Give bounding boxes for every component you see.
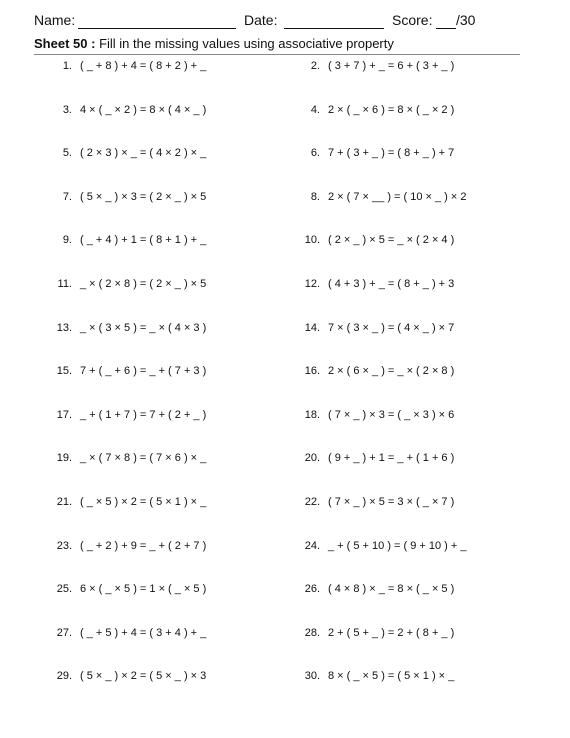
problem-number: 4.	[310, 103, 320, 116]
problem-expression[interactable]: ( 3 + 7 ) + _ = 6 + ( 3 + _ )	[328, 60, 455, 72]
problem-expression[interactable]: ( 2 × 3 ) × _ = ( 4 × 2 ) × _	[80, 147, 207, 160]
problem-number: 17.	[56, 408, 72, 421]
problem-item	[52, 538, 206, 554]
problem-expression[interactable]: _ + ( 5 + 10 ) = ( 9 + 10 ) + _	[328, 539, 467, 552]
problem-item	[300, 625, 454, 641]
problem-item	[300, 145, 454, 161]
sheet-number: Sheet 50	[34, 36, 88, 51]
problem-expression[interactable]: ( 4 × 8 ) × _ = 8 × ( _ × 5 )	[328, 583, 455, 596]
problem-expression[interactable]: 7 × ( 3 × _ ) = ( 4 × _ ) × 7	[328, 321, 455, 334]
name-field[interactable]	[78, 28, 236, 29]
problem-expression[interactable]: ( _ + 2 ) + 9 = _ + ( 2 + 7 )	[80, 539, 207, 552]
problem-number: 18.	[304, 408, 320, 421]
score-total: /30	[456, 12, 476, 28]
problem-number: 15.	[56, 365, 72, 378]
problem-item	[300, 276, 454, 292]
problem-item	[52, 668, 206, 684]
problem-expression[interactable]: 7 + ( _ + 6 ) = _ + ( 7 + 3 )	[80, 365, 207, 378]
problem-number: 14.	[304, 321, 320, 334]
problem-item	[300, 450, 454, 466]
sheet-separator: :	[91, 36, 96, 51]
problem-item	[52, 407, 206, 423]
problem-item	[52, 625, 206, 641]
instruction-text: Fill in the missing values using associative property	[99, 36, 394, 51]
problem-item	[52, 494, 206, 510]
problem-number: 10.	[304, 234, 320, 247]
score-field[interactable]	[436, 28, 456, 29]
problem-number: 27.	[56, 626, 72, 639]
problem-expression[interactable]: 2 × ( 6 × _ ) = _ × ( 2 × 8 )	[328, 365, 455, 378]
problem-expression[interactable]: ( _ + 5 ) + 4 = ( 3 + 4 ) + _	[80, 626, 207, 639]
problem-item	[300, 58, 454, 74]
problem-item	[300, 538, 467, 554]
problem-item	[300, 232, 454, 248]
score-label: Score:	[392, 12, 433, 28]
problem-item	[300, 363, 454, 379]
problem-expression[interactable]: ( 5 × _ ) × 2 = ( 5 × _ ) × 3	[80, 670, 207, 683]
problem-number: 13.	[56, 321, 72, 334]
problem-expression[interactable]: ( 9 + _ ) + 1 = _ + ( 1 + 6 )	[328, 452, 455, 465]
problem-item	[52, 276, 206, 292]
problem-number: 26.	[304, 583, 320, 596]
problem-expression[interactable]: 2 × ( 7 × __ ) = ( 10 × _ ) × 2	[328, 190, 467, 203]
problem-number: 25.	[56, 583, 72, 596]
problem-number: 11.	[57, 278, 72, 290]
problem-expression[interactable]: _ + ( 1 + 7 ) = 7 + ( 2 + _ )	[80, 408, 207, 421]
problem-item	[52, 102, 206, 118]
problem-expression[interactable]: ( 7 × _ ) × 5 = 3 × ( _ × 7 )	[328, 496, 455, 508]
problem-number: 29.	[56, 670, 72, 683]
problem-expression[interactable]: ( _ + 8 ) + 4 = ( 8 + 2 ) + _	[80, 60, 207, 72]
problem-number: 9.	[62, 234, 72, 247]
problem-number: 3.	[62, 103, 72, 116]
worksheet-subtitle	[34, 36, 520, 55]
problem-item	[52, 581, 206, 597]
problem-item	[300, 581, 454, 597]
problem-number: 22.	[304, 496, 320, 508]
problem-item	[52, 145, 206, 161]
problem-expression[interactable]: ( 7 × _ ) × 3 = ( _ × 3 ) × 6	[328, 408, 455, 421]
problem-number: 21.	[56, 496, 72, 508]
problem-expression[interactable]: _ × ( 7 × 8 ) = ( 7 × 6 ) × _	[80, 452, 207, 465]
problem-item	[52, 189, 206, 205]
problem-number: 20.	[304, 452, 320, 465]
problem-item	[300, 668, 454, 684]
problem-expression[interactable]: 4 × ( _ × 2 ) = 8 × ( 4 × _ )	[80, 103, 207, 116]
problem-expression[interactable]: ( _ + 4 ) + 1 = ( 8 + 1 ) + _	[80, 234, 207, 247]
name-label: Name:	[34, 12, 76, 28]
problem-number: 2.	[310, 60, 320, 72]
problem-item	[52, 232, 206, 248]
problem-item	[52, 58, 206, 74]
problem-number: 28.	[304, 626, 320, 639]
problem-expression[interactable]: ( 5 × _ ) × 3 = ( 2 × _ ) × 5	[80, 190, 207, 203]
problem-item	[300, 102, 454, 118]
problem-number: 24.	[304, 539, 320, 552]
problem-expression[interactable]: 2 + ( 5 + _ ) = 2 + ( 8 + _ )	[328, 626, 455, 639]
problem-item	[52, 450, 206, 466]
problem-number: 12.	[304, 278, 320, 290]
problem-number: 6.	[310, 147, 320, 160]
problem-expression[interactable]: _ × ( 3 × 5 ) = _ × ( 4 × 3 )	[80, 321, 207, 334]
problem-expression[interactable]: _ × ( 2 × 8 ) = ( 2 × _ ) × 5	[80, 278, 207, 290]
date-field[interactable]	[284, 28, 384, 29]
problem-number: 19.	[56, 452, 72, 465]
problem-expression[interactable]: 8 × ( _ × 5 ) = ( 5 × 1 ) × _	[328, 670, 455, 683]
problem-item	[300, 320, 454, 336]
problem-expression[interactable]: 6 × ( _ × 5 ) = 1 × ( _ × 5 )	[80, 583, 207, 596]
problem-number: 1.	[62, 60, 72, 72]
problem-item	[300, 494, 454, 510]
problem-expression[interactable]: ( 2 × _ ) × 5 = _ × ( 2 × 4 )	[328, 234, 455, 247]
problem-expression[interactable]: 7 + ( 3 + _ ) = ( 8 + _ ) + 7	[328, 147, 455, 160]
problem-expression[interactable]: 2 × ( _ × 6 ) = 8 × ( _ × 2 )	[328, 103, 455, 116]
problem-expression[interactable]: ( 4 + 3 ) + _ = ( 8 + _ ) + 3	[328, 278, 455, 290]
problem-item	[300, 407, 454, 423]
problem-item	[300, 189, 467, 205]
problem-number: 30.	[304, 670, 320, 683]
worksheet-header	[34, 12, 504, 32]
problem-number: 23.	[56, 539, 72, 552]
problem-number: 16.	[304, 365, 320, 378]
problem-item	[52, 363, 206, 379]
problem-number: 5.	[62, 147, 72, 160]
date-label: Date:	[244, 12, 278, 28]
problem-expression[interactable]: ( _ × 5 ) × 2 = ( 5 × 1 ) × _	[80, 496, 207, 508]
problem-item	[52, 320, 206, 336]
problem-number: 7.	[62, 190, 72, 203]
problem-number: 8.	[310, 190, 320, 203]
